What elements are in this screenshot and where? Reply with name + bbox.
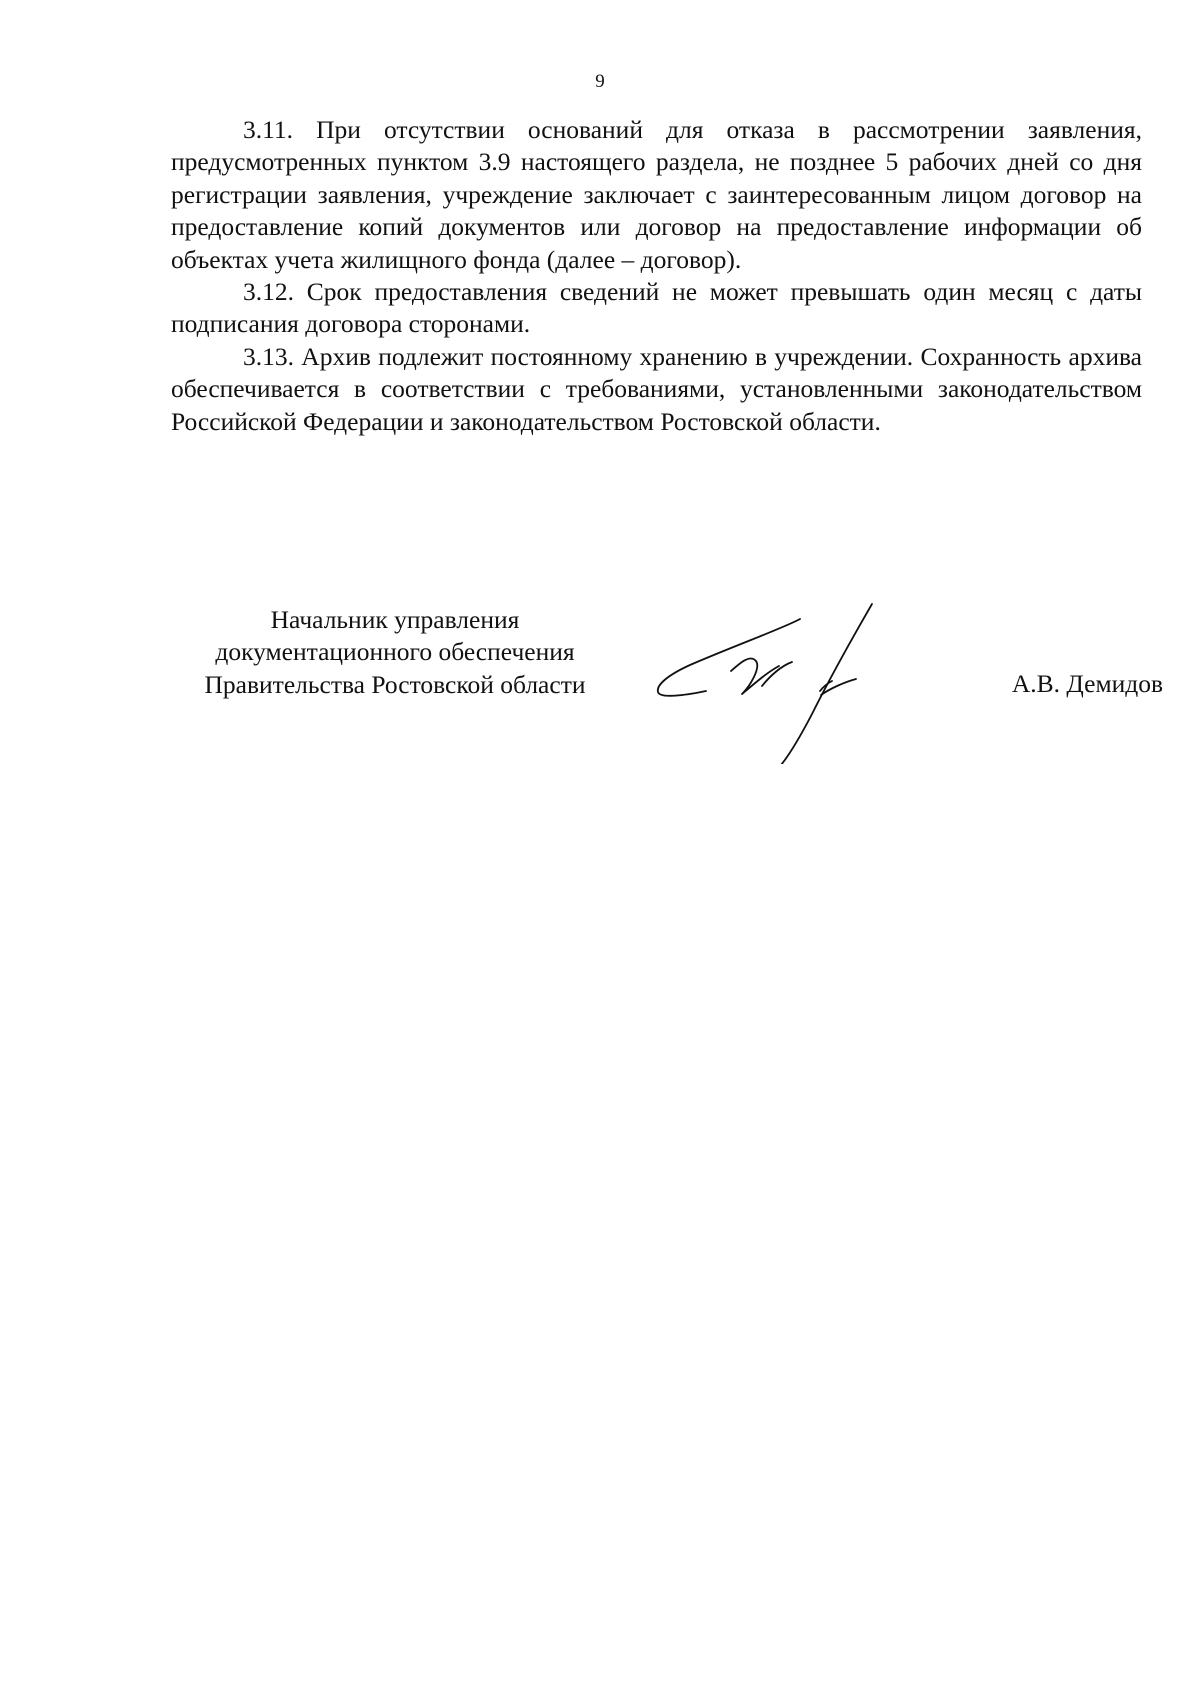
handwritten-signature — [650, 594, 950, 764]
page-number: 9 — [595, 71, 605, 92]
paragraph-3-13: 3.13. Архив подлежит постоянному хранению в учреждении. Сохранность архива обеспечивается в соответствии с требованиями, установленными законодательством Российской Федерации и законодательством Ростовской области. — [171, 341, 1142, 436]
document-body — [171, 114, 1142, 438]
paragraph-3-11: 3.11. При отсутствии оснований для отказа в рассмотрении заявления, предусмотренных пунктом 3.9 настоящего раздела, не позднее 5 рабочих дней со дня регистрации заявления, учреждение заключает с заинтересованным лицом договор на предоставление копий документов или договор на предоставление информации об объектах учета жилищного фонда (далее – договор). — [171, 115, 1142, 274]
position-line: документационного обеспечения — [215, 637, 575, 667]
signatory-position — [170, 604, 620, 701]
position-line: Правительства Ростовской области — [204, 669, 586, 699]
paragraph-3-12: 3.12. Срок предоставления сведений не может превышать один месяц с даты подписания договора сторонами. — [171, 277, 1142, 339]
position-line: Начальник управления — [270, 605, 520, 634]
signature-block — [150, 604, 1163, 764]
signatory-name: А.В. Демидов — [1011, 669, 1163, 698]
